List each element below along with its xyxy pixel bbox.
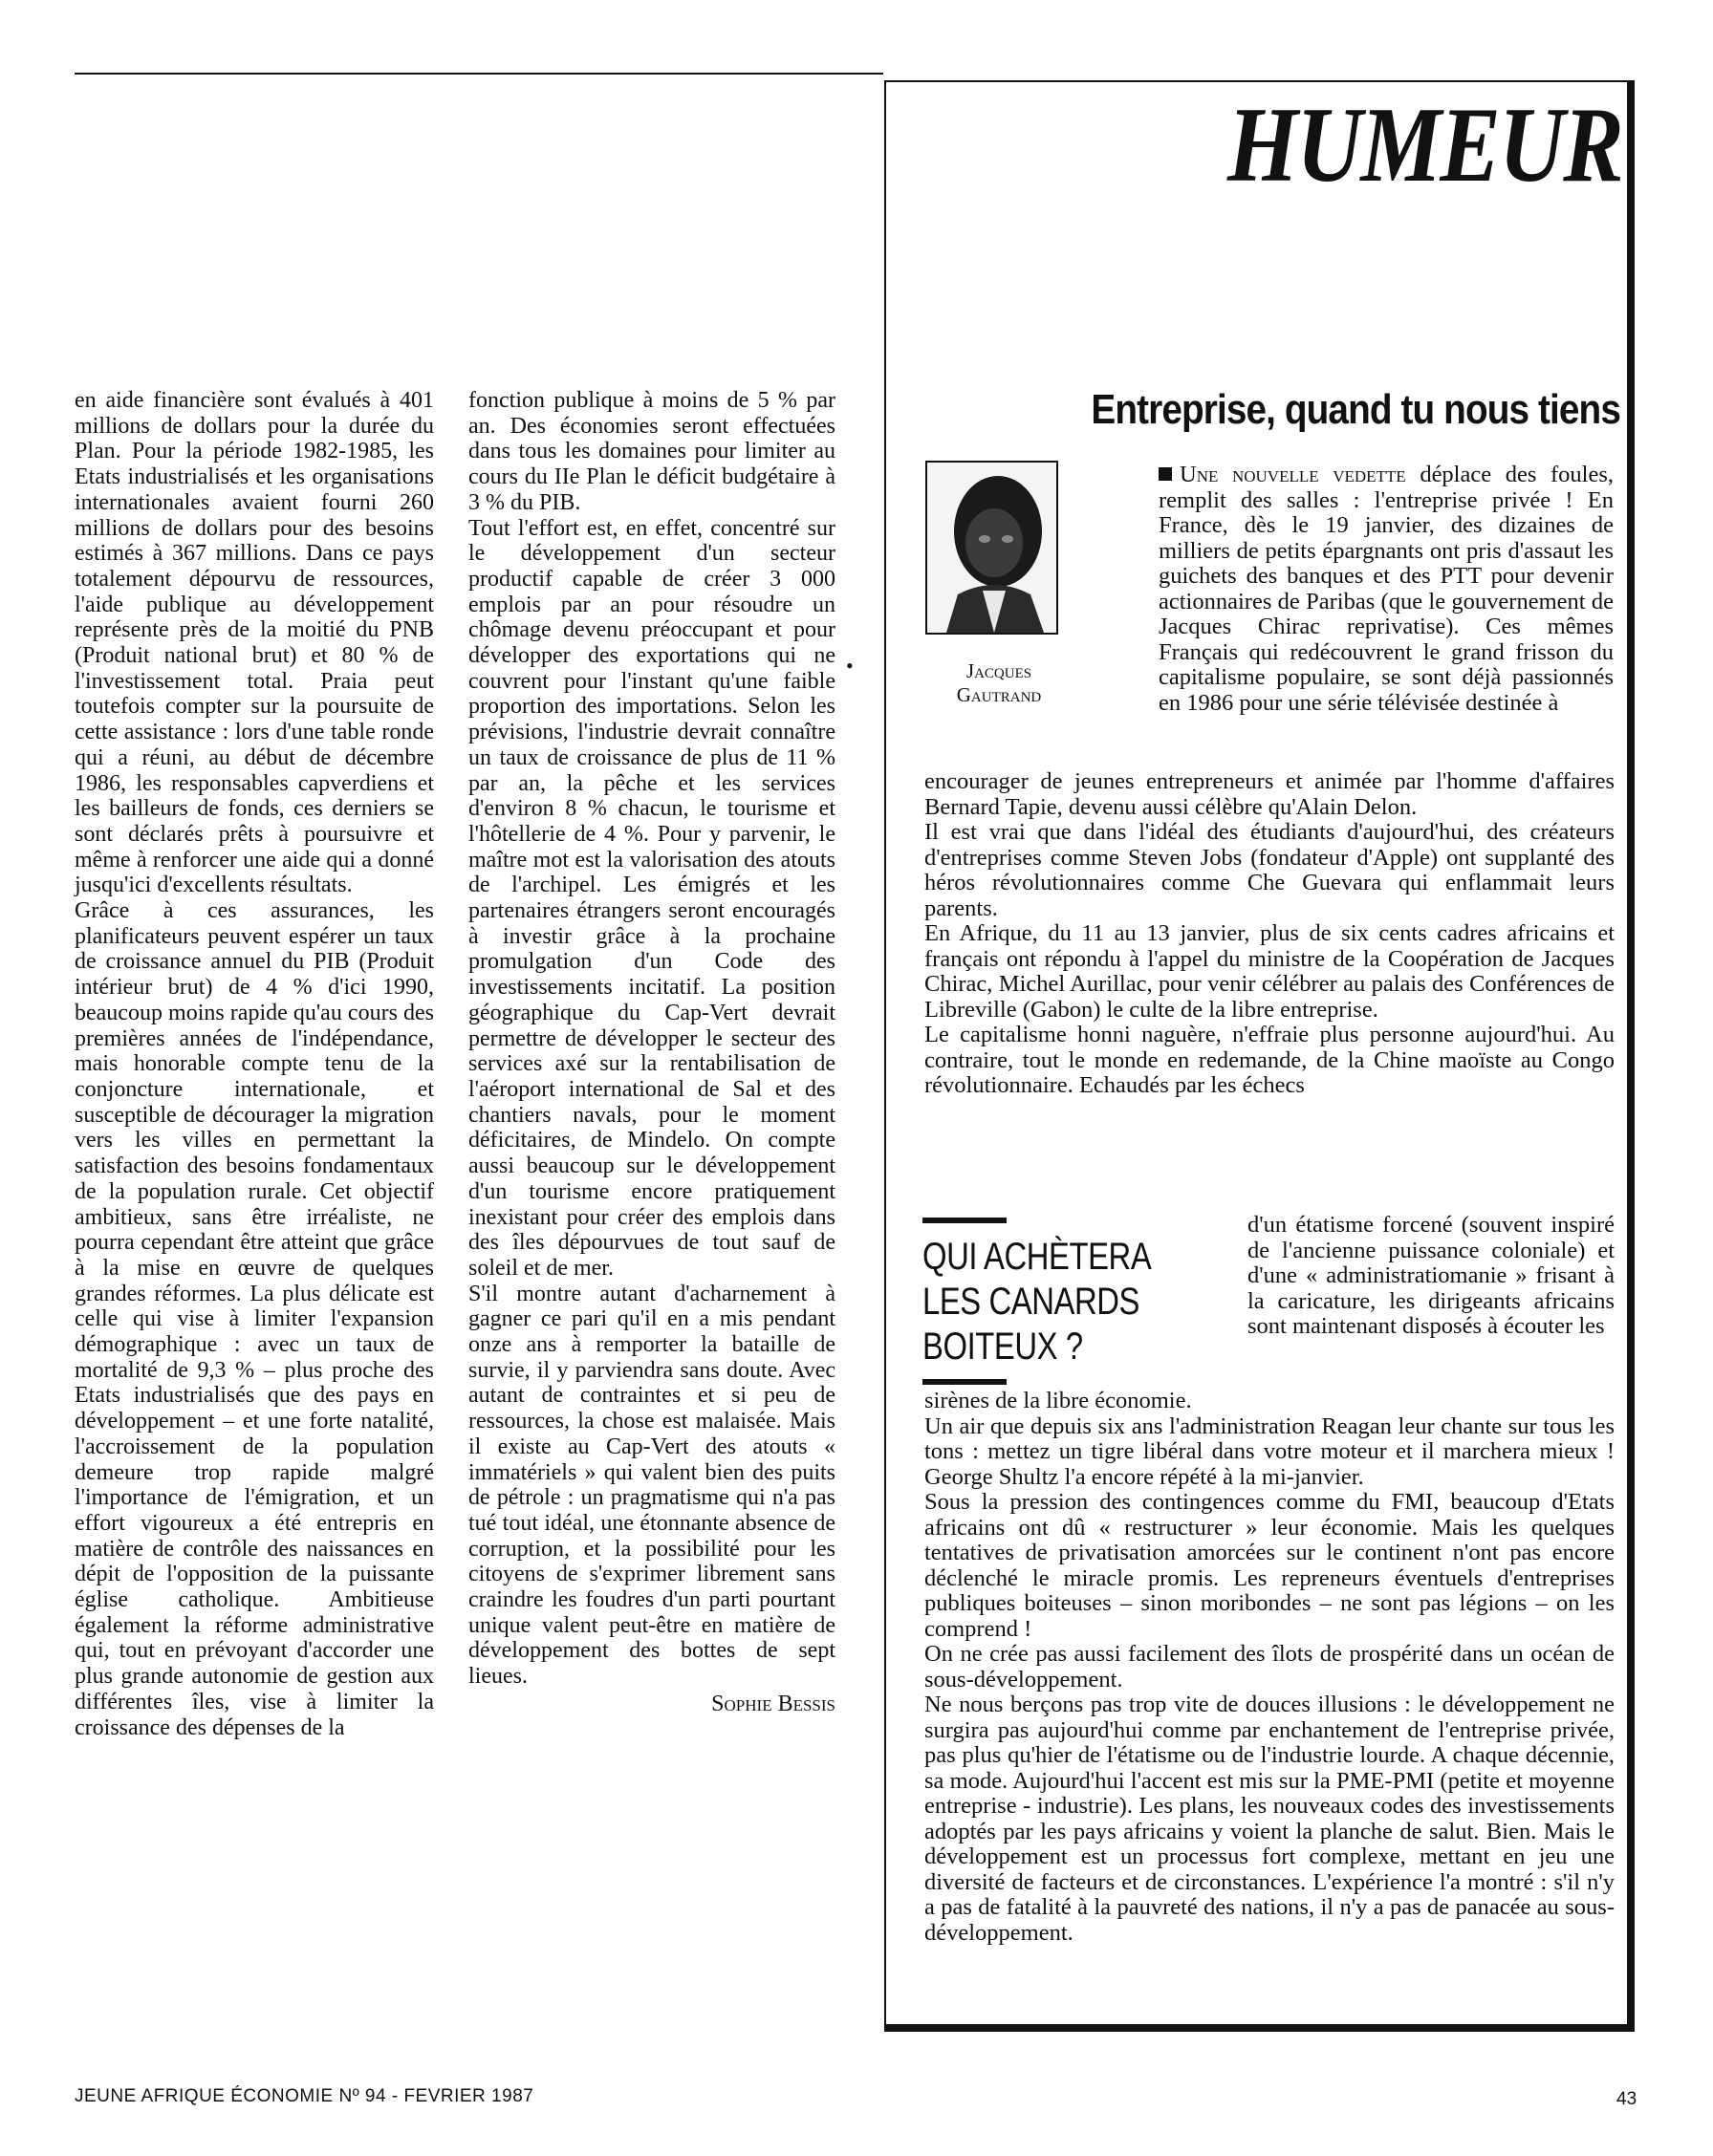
- portrait-icon: [927, 463, 1056, 633]
- author-photo: [925, 461, 1058, 635]
- bullet-mark: •: [846, 654, 854, 678]
- paragraph: fonction publique à moins de 5 % par an. Des économies seront effectuées dans tous les domaines pour limiter au cours du IIe Plan le déficit budgétaire à 3 % du PIB.: [468, 388, 835, 515]
- pull-quote-line: LES CANARDS: [922, 1281, 1139, 1323]
- paragraph: en aide financière sont évalués à 401 millions de dollars pour la durée du Plan. Pour la période 1982-1985, les Etats industrialisés et les organisations internationales avaient fourni 260 millions de dollars pour des besoins estimés à 367 millions. Dans ce pays totalement dépourvu de ressources, l'aide publique au développement représente près de la moitié du PNB (Produit national brut) et 80 % de l'investissement total. Praia peut toutefois compter sur la poursuite de cette assistance : lors d'une table ronde qui a réuni, au début de décembre 1986, les responsables capverdiens et les bailleurs de fonds, ces derniers se sont déclarés prêts à poursuivre et même à renforcer une aide qui a donné jusqu'ici d'excellents résultats.: [75, 388, 434, 898]
- humeur-column-box: [884, 80, 1635, 2032]
- paragraph: Le capitalisme honni naguère, n'effraie plus personne aujourd'hui. Au contraire, tout le monde en redemande, de la Chine maoïste au Congo révolutionnaire. Echaudés par les échecs: [924, 1022, 1615, 1098]
- page-number: 43: [1616, 2089, 1637, 2109]
- section-title: HUMEUR: [1227, 86, 1622, 205]
- paragraph: Ne nous berçons pas trop vite de douces illusions : le développement ne surgira pas aujourd'hui comme par enchantement de l'entreprise privée, pas plus qu'hier de l'étatisme ou de l'industrie lourde. A chaque décennie, sa mode. Aujourd'hui l'accent est mis sur la PME-PMI (petite et moyenne entreprise - industrie). Les plans, les nouveaux codes des investissements adoptés par les pays africains y voient la planche de salut. Bien. Mais le développement est un processus fort complexe, mettant en jeu une diversité de facteurs et de circonstances. L'expérience l'a montré : s'il n'y a pas de fatalité à la pauvreté des nations, il n'y a pas de panacée au sous-développement.: [924, 1692, 1615, 1946]
- article-title: Entreprise, quand tu nous tiens: [1091, 386, 1620, 433]
- publication-footer: JEUNE AFRIQUE ÉCONOMIE Nº 94 - FEVRIER 1987: [75, 2086, 534, 2106]
- article-column-2: [468, 388, 835, 1717]
- pull-quote: [922, 1218, 1233, 1385]
- pull-quote-bar-top: [922, 1218, 1007, 1223]
- paragraph: Un air que depuis six ans l'administration Reagan leur chante sur tous les tons : mettez un tigre libéral dans votre moteur et il marchera mieux ! George Shultz l'a encore répété à la mi-janvier.: [924, 1412, 1615, 1490]
- author-signature: Sophie Bessis: [711, 1691, 835, 1716]
- author-photo-block: [925, 384, 1058, 654]
- paragraph: encourager de jeunes entrepreneurs et animée par l'homme d'affaires Bernard Tapie, devenu aussi célèbre qu'Alain Delon.: [924, 768, 1615, 820]
- lead-words: Une nouvelle vedette: [1180, 462, 1406, 487]
- lead-square-icon: [1159, 467, 1172, 481]
- paragraph: S'il montre autant d'acharnement à gagner ce pari qu'il en a mis pendant onze ans à remporter la bataille de survie, il y parviendra sans doute. Avec autant de contraintes et si peu de ressources, la chose est malaisée. Mais il existe au Cap-Vert des atouts « immatériels » qui valent bien des puits de pétrole : un pragmatisme qui n'a pas tué tout idéal, une étonnante absence de corruption, et la possibilité pour les citoyens de s'exprimer librement sans craindre les foudres d'un parti pourtant unique valent peut-être en matière de développement des bottes de sept lieues.: [468, 1281, 835, 1690]
- pull-quote-line: QUI ACHÈTERA: [922, 1236, 1152, 1278]
- paragraph: En Afrique, du 11 au 13 janvier, plus de six cents cadres africains et français ont répondu à l'appel du ministre de la Coopération de Jacques Chirac, Michel Aurillac, pour venir célébrer au palais des Conférences de Libreville (Gabon) le culte de la libre entreprise.: [924, 920, 1615, 1023]
- humeur-text-d: [924, 1389, 1615, 1946]
- humeur-text-c: [1247, 1213, 1615, 1340]
- paragraph: Il est vrai que dans l'idéal des étudiants d'aujourd'hui, des créateurs d'entreprises comme Steven Jobs (fondateur d'Apple) ont supplanté des héros révolutionnaires comme Che Guevara qui enflammait leurs parents.: [924, 819, 1615, 921]
- paragraph: Tout l'effort est, en effet, concentré sur le développement d'un secteur productif capable de créer 3 000 emplois par an pour résoudre un chômage devenu préoccupant et pour développer des exportations qui ne couvrent pour l'instant qu'une faible proportion des importations. Selon les prévisions, l'industrie devrait connaître un taux de croissance de plus de 11 % par an, la pêche et les services d'environ 8 % chacun, le tourisme et l'hôtellerie de 4 %. Pour y parvenir, le maître mot est la valorisation des atouts de l'archipel. Les émigrés et les partenaires étrangers seront encouragés à investir grâce à la prochaine promulgation d'un Code des investissements incitatif. La position géographique du Cap-Vert devrait permettre de développer le secteur des services axé sur la rentabilisation de l'aéroport international de Sal et des chantiers navals, pour le moment déficitaires, de Mindelo. On compte aussi beaucoup sur le développement d'un tourisme encore pratiquement inexistant pour créer des emplois dans des îles dépourvues de tout sauf de soleil et de mer.: [468, 515, 835, 1281]
- paragraph: On ne crée pas aussi facilement des îlots de prospérité dans un océan de sous-développement.: [924, 1641, 1615, 1692]
- pull-quote-bar-bottom: [922, 1379, 1007, 1385]
- top-rule: [75, 73, 883, 75]
- pull-quote-line: BOITEUX ?: [922, 1326, 1083, 1368]
- article-column-1: [75, 388, 434, 1740]
- paragraph: Sous la pression des contingences comme du FMI, beaucoup d'Etats africains ont dû « restructurer » leur économie. Mais les quelques tentatives de privatisation amorcées sur le continent n'ont pas encore déclenché le miracle promis. Les repreneurs éventuels d'entreprises publiques boiteuses – sinon moribondes – ne sont pas légions – on les comprend !: [924, 1489, 1615, 1642]
- paragraph: sirènes de la libre économie.: [924, 1388, 1192, 1413]
- humeur-text-a: Une nouvelle vedette déplace des foules, remplit des salles : l'entreprise privée ! En France, dès le 19 janvier, des dizaines de milliers de petits épargnants ont pris d'assaut les guichets des banques et des PTT pour devenir actionnaires de Paribas (que le gouvernement de Jacques Chirac reprivatise). Ces mêmes Français qui redécouvrent le grand frisson du capitalisme populaire, se sont déjà passionnés en 1986 pour une série télévisée destinée à: [1159, 462, 1614, 716]
- humeur-text-b: [924, 769, 1615, 1099]
- paragraph: d'un étatisme forcené (souvent inspiré de l'ancienne puissance coloniale) et d'une « administratiomanie » frisant à la caricature, les dirigeants africains sont maintenant disposés à écouter les: [1247, 1212, 1615, 1339]
- photo-caption: Jacques Gautrand: [956, 659, 1042, 706]
- paragraph: Grâce à ces assurances, les planificateurs peuvent espérer un taux de croissance annuel du PIB (Produit intérieur brut) de 4 % d'ici 1990, beaucoup moins rapide qu'au cours des premières années de l'indépendance, mais honorable compte tenu de la conjoncture internationale, et susceptible de décourager la migration vers les villes en permettant la satisfaction des besoins fondamentaux de la population rurale. Cet objectif ambitieux, sans être irréaliste, ne pourra cependant être atteint que grâce à la mise en œuvre de quelques grandes réformes. La plus délicate est celle qui vise à limiter l'expansion démographique : avec un taux de mortalité de 9,3 % – plus proche des Etats industrialisés que des pays en développement – et une forte natalité, l'accroissement de la population demeure trop rapide malgré l'importance de l'émigration, et un effort vigoureux a été entrepris en matière de contrôle des naissances en dépit de l'opposition de la puissante église catholique. Ambitieuse également la réforme administrative qui, tout en prévoyant d'accorder une plus grande autonomie de gestion aux différentes îles, vise à limiter la croissance des dépenses de la: [75, 898, 434, 1740]
